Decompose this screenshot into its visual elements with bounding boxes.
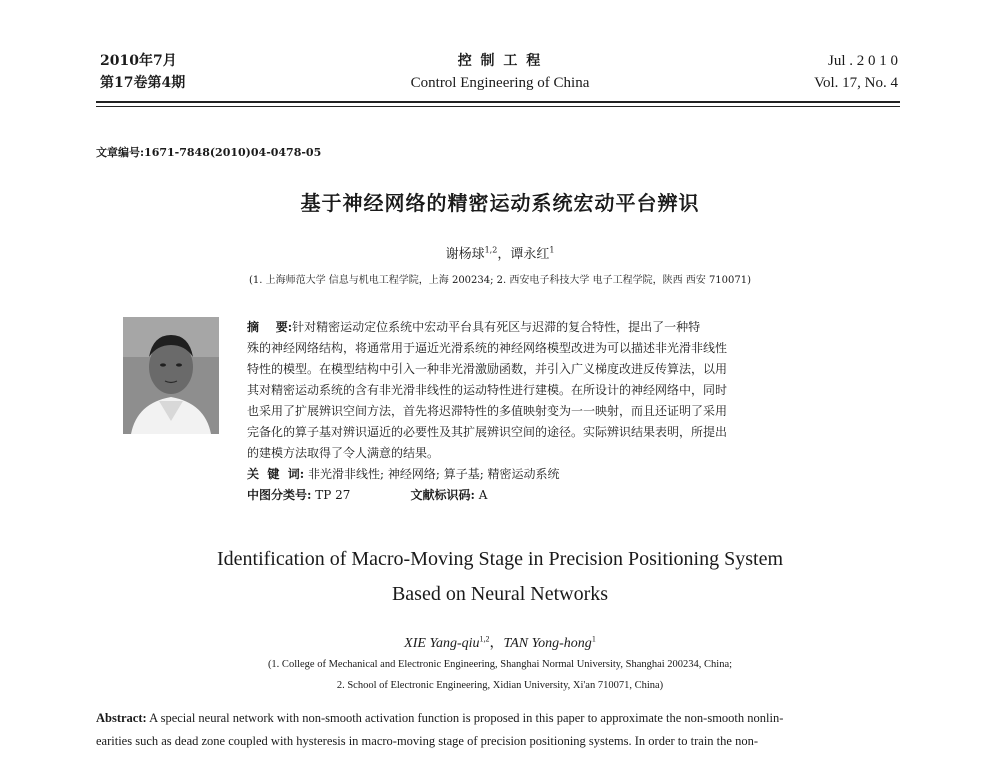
cn-author-1-affil: 1,2 [484,245,498,255]
journal-name-cn: 控 制 工 程 [457,53,543,69]
cn-author-sep: ， [497,247,511,262]
cn-abstract [247,317,887,506]
cn-authors [0,243,1000,262]
header-rule-thick [96,101,900,103]
cn-author-1: 谢杨球 [445,247,485,262]
cn-author-2: 谭永红 [510,247,550,262]
header-left [100,50,185,94]
cn-affiliation: (1. 上海师范大学 信息与机电工程学院，上海 200234; 2. 西安电子科技大学 电子工程学院，陕西 西安 710071) [248,275,752,286]
author-photo-drawing [123,317,219,434]
header-volume-en: Vol. 17, No. 4 [814,75,898,91]
cn-classification [247,485,887,506]
clc-value: TP 27 [315,488,351,502]
header-date-cn: 2010年7月 [100,53,177,69]
cn-keywords-label: 关 键 词: [247,467,305,481]
journal-name-en: Control Engineering of China [410,75,590,91]
en-author-1-affil: 1,2 [479,634,490,644]
en-authors [0,632,1000,652]
cn-abstract-text-6: 完备化的算子基对辨识逼近的必要性及其扩展辨识空间的途径。实际辨识结果表明，所提出 [247,425,728,439]
en-affiliation-line-1: (1. College of Mechanical and Electronic Engineering, Shanghai Normal University, Shanghai 200234, China; [267,659,733,670]
en-abstract-text-2: earities such as dead zone coupled with hysteresis in macro-moving stage of precision positioning systems. In order to train the non- [96,734,758,748]
cn-keywords-text: 非光滑非线性; 神经网络; 算子基; 精密运动系统 [307,467,560,481]
header-rule-thin [96,106,900,107]
cn-abstract-text-5: 也采用了扩展辨识空间方法，首先将迟滞特性的多值映射变为一一映射，而且还证明了采用 [247,404,728,418]
cn-abstract-text-7: 的建模方法取得了令人满意的结果。 [247,446,440,460]
doc-code-value: A [478,488,488,502]
cn-keywords [247,464,887,485]
cn-abstract-label: 摘 要: [247,320,293,334]
en-author-sep: ， [489,636,504,651]
cn-abstract-text-1: 针对精密运动定位系统中宏动平台具有死区与迟滞的复合特性，提出了一种特 [292,320,701,334]
cn-title: 基于神经网络的精密运动系统宏动平台辨识 [300,191,700,215]
cn-author-2-affil: 1 [549,245,555,255]
article-number: 文章编号:1671-7848(2010)04-0478-05 [96,146,322,159]
en-title-line-1: Identification of Macro-Moving Stage in Precision Positioning System [216,548,784,570]
cn-abstract-text-4: 其对精密运动系统的含有非光滑非线性的运动特性进行建模。在所设计的神经网络中，同时 [247,383,728,397]
en-affiliation-line-2: 2. School of Electronic Engineering, Xidian University, Xi'an 710071, China) [336,680,664,691]
en-title-line-2: Based on Neural Networks [391,583,609,605]
en-abstract-text-1: A special neural network with non-smooth activation function is proposed in this paper to approximate the non-smooth nonlin- [149,711,784,725]
header-volume-cn: 第17卷第4期 [100,75,186,91]
en-author-2-affil: 1 [591,634,596,644]
en-author-1: XIE Yang-qiu [404,636,480,651]
en-abstract-line-1 [96,707,916,730]
en-author-2: TAN Yong-hong [503,636,592,651]
cn-abstract-text-3: 特性的模型。在模型结构中引入一种非光滑激励函数，并引入广义梯度改进反传算法，以用 [247,362,728,376]
author-photo [123,317,219,434]
clc-label: 中图分类号: [247,488,312,502]
cn-abstract-text-2: 殊的神经网络结构，将通常用于逼近光滑系统的神经网络模型改进为可以描述非光滑非线性 [247,341,728,355]
en-abstract-label: Abstract: [96,711,147,725]
header-right [760,50,898,94]
cn-abstract-line [247,317,887,338]
doc-code-label: 文献标识码: [410,488,475,502]
header-date-en: Jul . 2 0 1 0 [827,53,898,69]
header-center [350,50,650,94]
